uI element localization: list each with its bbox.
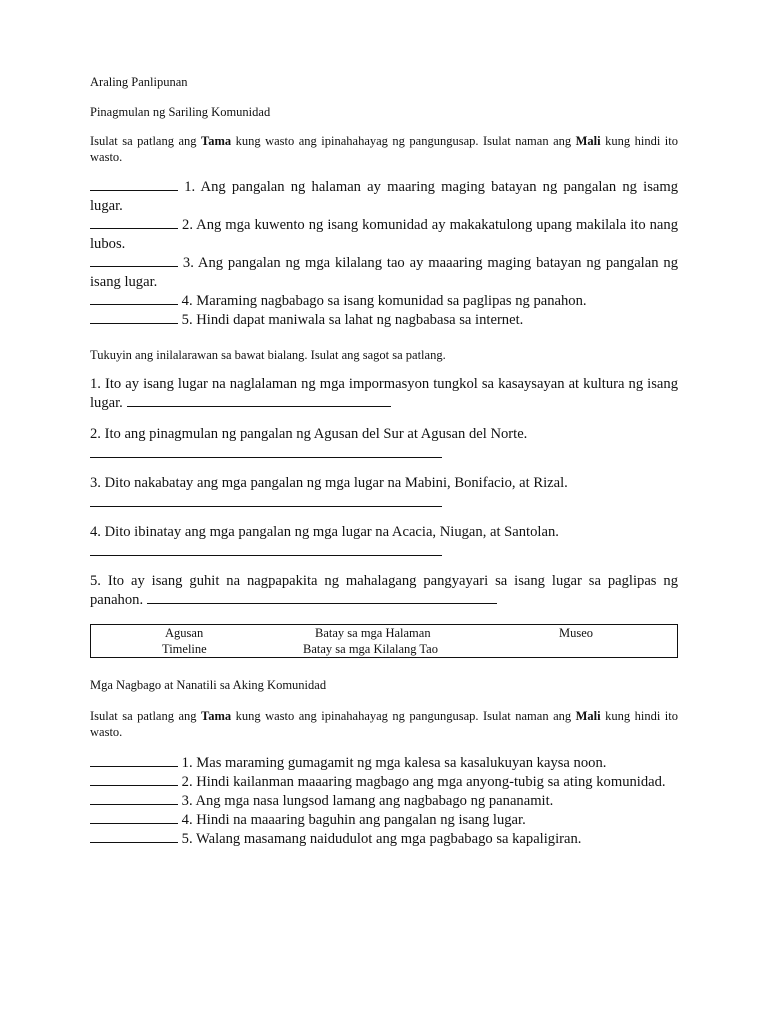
choice-item: Batay sa mga Halaman [315, 626, 431, 640]
instructions-tama-mali-1 [90, 133, 678, 165]
choices-box [90, 624, 678, 658]
answer-blank[interactable] [90, 830, 178, 843]
tama-word: Tama [201, 134, 232, 148]
item-text: 1. Ang pangalan ng halaman ay maaring maging batayan ng pangalan ng isamg lugar. [90, 179, 678, 214]
part1-list [90, 178, 678, 330]
list-item [90, 830, 678, 849]
list-item [90, 178, 678, 216]
instr-text: kung hindi ito wasto. [90, 709, 678, 739]
instr-text: kung hindi ito wasto. [90, 134, 678, 164]
identify-item-4: 4. Dito ibinatay ang mga pangalan ng mga lugar na Acacia, Niugan, at Santolan. [90, 524, 559, 540]
choice-item: Museo [559, 626, 594, 640]
answer-blank[interactable] [127, 394, 391, 407]
answer-blank[interactable] [90, 811, 178, 824]
identify-item-1 [90, 375, 678, 413]
item-text: 3. Ang pangalan ng mga kilalang tao ay maaaring maging batayan ng pangalan ng isang lugar. [90, 255, 678, 290]
instr-text: kung wasto ang ipinahahayag ng pangungusap. Isulat naman ang [231, 134, 576, 148]
item-text: 4. Hindi na maaaring baguhin ang pangalan ng isang lugar. [181, 812, 526, 828]
answer-line[interactable] [90, 554, 442, 556]
item-text: 3. Ang mga nasa lungsod lamang ang nagbabago ng pananamit. [181, 793, 554, 809]
answer-blank[interactable] [90, 216, 178, 229]
item-text: 4. Maraming nagbabago sa isang komunidad sa paglipas ng panahon. [181, 293, 587, 309]
answer-blank[interactable] [90, 292, 178, 305]
lesson1-title: Pinagmulan ng Sariling Komunidad [90, 105, 271, 119]
list-item [90, 311, 678, 330]
list-item [90, 254, 678, 292]
list-item [90, 792, 678, 811]
identify-item-2: 2. Ito ang pinagmulan ng pangalan ng Agusan del Sur at Agusan del Norte. [90, 426, 528, 442]
list-item [90, 216, 678, 254]
list-item [90, 811, 678, 830]
choice-item: Batay sa mga Kilalang Tao [303, 642, 438, 656]
choice-item: Agusan [165, 626, 204, 640]
answer-blank[interactable] [90, 792, 178, 805]
tama-word: Tama [201, 709, 232, 723]
item-text: 1. Ito ay isang lugar na naglalaman ng mga impormasyon tungkol sa kasaysayan at kultura ng isang lugar. [90, 376, 678, 411]
subject-heading: Araling Panlipunan [90, 75, 188, 89]
list-item [90, 773, 678, 792]
answer-blank[interactable] [147, 591, 497, 604]
part3-list [90, 754, 678, 849]
choice-item: Timeline [162, 642, 207, 656]
answer-blank[interactable] [90, 254, 178, 267]
mali-word: Mali [575, 709, 601, 723]
item-text: 2. Hindi kailanman maaaring magbago ang mga anyong-tubig sa ating komunidad. [181, 774, 666, 790]
answer-line[interactable] [90, 456, 442, 458]
answer-line[interactable] [90, 505, 442, 507]
identify-item-5 [90, 572, 678, 610]
instructions-identify: Tukuyin ang inilalarawan sa bawat bialang. Isulat ang sagot sa patlang. [90, 348, 446, 362]
answer-blank[interactable] [90, 178, 178, 191]
answer-blank[interactable] [90, 311, 178, 324]
answer-blank[interactable] [90, 754, 178, 767]
answer-blank[interactable] [90, 773, 178, 786]
identify-item-3: 3. Dito nakabatay ang mga pangalan ng mga lugar na Mabini, Bonifacio, at Rizal. [90, 475, 568, 491]
instr-text: Isulat sa patlang ang [90, 709, 201, 723]
item-text: 1. Mas maraming gumagamit ng mga kalesa sa kasalukuyan kaysa noon. [181, 755, 607, 771]
instr-text: kung wasto ang ipinahahayag ng pangungusap. Isulat naman ang [231, 709, 576, 723]
item-text: 2. Ang mga kuwento ng isang komunidad ay makakatulong upang makilala ito nang lubos. [90, 217, 678, 252]
list-item [90, 754, 678, 773]
mali-word: Mali [575, 134, 601, 148]
list-item [90, 292, 678, 311]
instructions-tama-mali-2 [90, 708, 678, 740]
instr-text: Isulat sa patlang ang [90, 134, 201, 148]
item-text: 5. Hindi dapat maniwala sa lahat ng nagbabasa sa internet. [181, 312, 524, 328]
item-text: 5. Walang masamang naidudulot ang mga pagbabago sa kapaligiran. [181, 831, 582, 847]
item-text: 5. Ito ay isang guhit na nagpapakita ng mahalagang pangyayari sa isang lugar sa paglipas ng panahon. [90, 573, 678, 608]
lesson2-title: Mga Nagbago at Nanatili sa Aking Komunidad [90, 678, 327, 692]
